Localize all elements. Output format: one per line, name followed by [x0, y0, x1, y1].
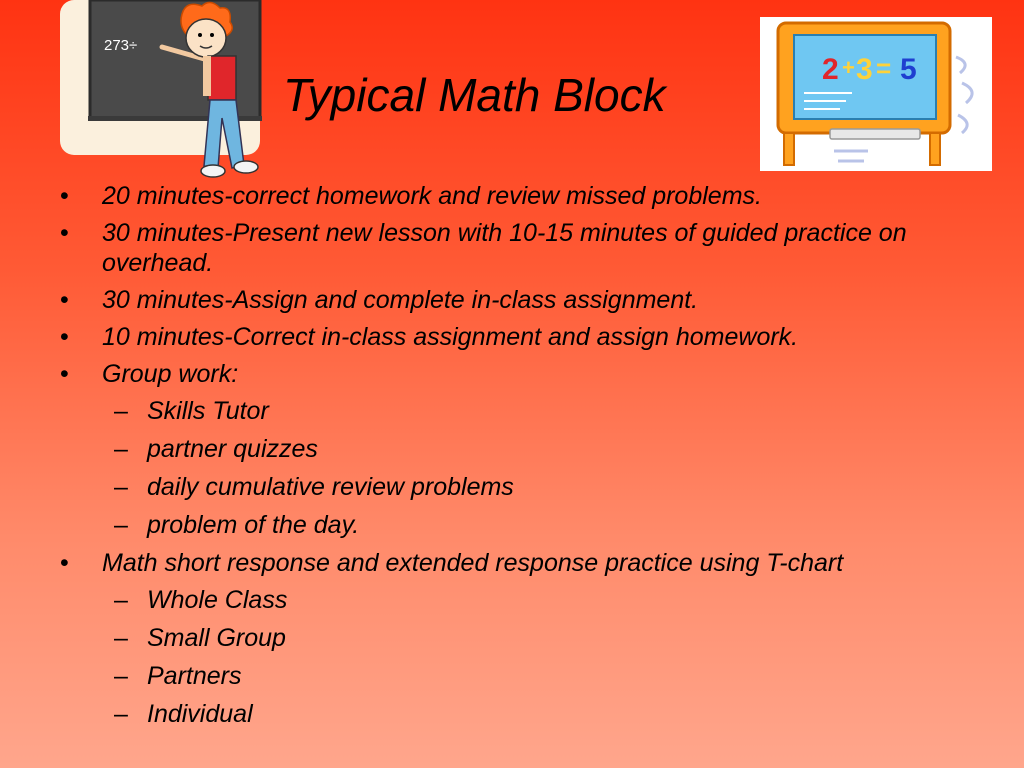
screen-digit-2: 2	[822, 53, 839, 86]
bullet-marker: •	[60, 360, 69, 388]
sub-text: Skills Tutor	[147, 397, 269, 425]
sub-text: Small Group	[147, 624, 286, 652]
bullet-marker: •	[60, 219, 69, 247]
sub-text: Whole Class	[147, 586, 288, 614]
bullet-item	[60, 322, 980, 352]
sub-text: partner quizzes	[147, 435, 318, 463]
sub-item	[102, 510, 980, 541]
computer-math-image	[760, 17, 992, 171]
teacher-chalkboard-image	[60, 0, 270, 180]
bullet-item	[60, 548, 980, 730]
bullet-list	[60, 181, 980, 737]
bullet-marker: •	[60, 549, 69, 577]
sub-marker: –	[114, 473, 128, 501]
sub-item	[102, 623, 980, 654]
bullet-item	[60, 359, 980, 541]
bullet-item	[60, 181, 980, 211]
sub-item	[102, 585, 980, 616]
bullet-marker: •	[60, 286, 69, 314]
sub-item	[102, 472, 980, 503]
sub-marker: –	[114, 700, 128, 728]
sub-item	[102, 661, 980, 692]
sub-text: Partners	[147, 662, 242, 690]
board-text: 273÷	[104, 37, 138, 54]
bullet-text: 20 minutes-correct homework and review missed problems.	[102, 182, 762, 210]
screen-digit-5: 5	[900, 53, 917, 86]
sub-marker: –	[114, 662, 128, 690]
bullet-text: 30 minutes-Assign and complete in-class assignment.	[102, 286, 699, 314]
sub-marker: –	[114, 511, 128, 539]
bullet-item	[60, 218, 980, 278]
bullet-text: Math short response and extended response practice using T-chart	[102, 549, 844, 577]
bullet-text: Group work:	[102, 360, 239, 388]
bullet-text: 10 minutes-Correct in-class assignment and assign homework.	[102, 323, 799, 351]
screen-plus: +	[842, 55, 855, 80]
sub-list	[102, 585, 980, 730]
sub-item	[102, 396, 980, 427]
computer-math-icon	[760, 17, 992, 171]
bullet-item	[60, 285, 980, 315]
sub-marker: –	[114, 397, 128, 425]
sub-list	[102, 396, 980, 541]
slide-title: Typical Math Block	[283, 69, 666, 121]
sub-item	[102, 434, 980, 465]
sub-marker: –	[114, 624, 128, 652]
sub-text: daily cumulative review problems	[147, 473, 514, 501]
screen-equals: =	[876, 53, 892, 83]
teacher-chalkboard-icon	[60, 0, 270, 180]
bullet-marker: •	[60, 323, 69, 351]
sub-marker: –	[114, 435, 128, 463]
sub-text: problem of the day.	[147, 511, 360, 539]
bullet-text: 30 minutes-Present new lesson with 10-15 minutes of guided practice on overhead.	[102, 219, 907, 277]
bullet-marker: •	[60, 182, 69, 210]
sub-text: Individual	[147, 700, 253, 728]
sub-item	[102, 699, 980, 730]
screen-digit-3: 3	[856, 53, 873, 86]
sub-marker: –	[114, 586, 128, 614]
